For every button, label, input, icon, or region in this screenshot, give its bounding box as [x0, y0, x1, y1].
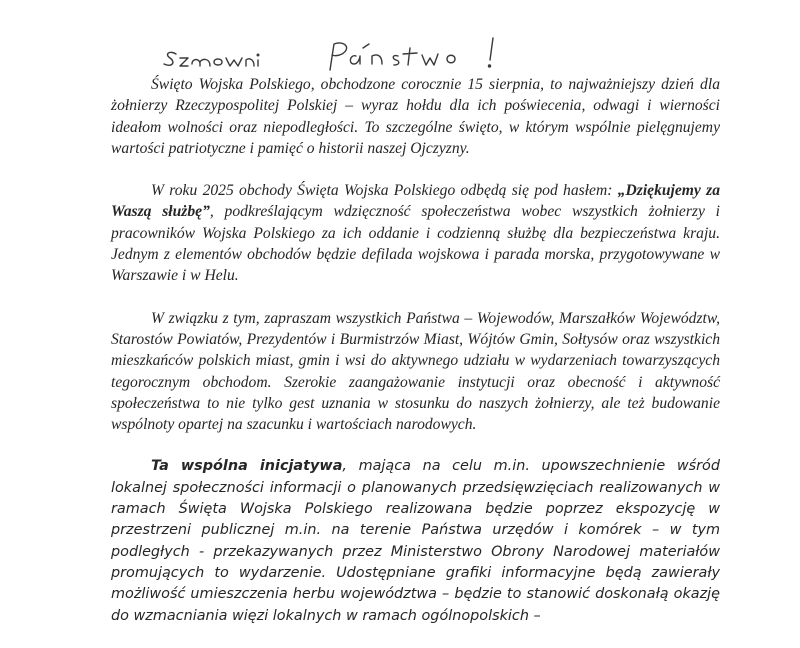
paragraph-2-lead: W roku 2025 obchody Święta Wojska Polskiego odbędą się pod hasłem: — [151, 182, 618, 200]
salutation-handwriting — [160, 34, 540, 74]
initiative-heading: Ta wspólna inicjatywa — [151, 458, 343, 475]
paragraph-1 — [111, 74, 720, 159]
paragraph-4 — [111, 456, 720, 626]
paragraph-2 — [111, 180, 720, 286]
paragraph-4-text: , mająca na celu m.in. upowszechnienie wśród lokalnej społeczności informacji o planowanych przedsięwzięciach realizowanych w ramach Święta Wojska Polskiego realizowana będzie poprzez ekspozycję w przestrzeni publicznej m.in. na terenie Państwa urzędów i komórek – w tym podległych - przekazywanych przez Ministerstwo Obrony Narodowej materiałów promujących to wydarzenie. Udostępniane grafiki informacyjne będą zawierały możliwość umieszczenia herbu województwa – będzie to stanowić doskonałą okazję do wzmacniania więzi lokalnych w ramach ogólnopolskich – — [111, 458, 720, 624]
campaign-slogan: „Dziękujemy za Waszą służbę” — [111, 182, 720, 221]
paragraph-3 — [111, 308, 720, 436]
letter-body — [111, 74, 720, 648]
paragraph-1-text: Święto Wojska Polskiego, obchodzone corocznie 15 sierpnia, to najważniejszy dzień dla żołnierzy Rzeczypospolitej Polskiej – wyraz hołdu dla ich poświecenia, odwagi i wierności ideałom wolności oraz niepodległości. To szczególne święto, w którym wspólnie pielęgnujemy wartości patriotyczne i pamięć o historii naszej Ojczyzny. — [111, 76, 720, 157]
paragraph-3-text: W związku z tym, zapraszam wszystkich Państwa – Wojewodów, Marszałków Województw, Starostów Powiatów, Prezydentów i Burmistrzów Miast, Wójtów Gmin, Sołtysów oraz wszystkich mieszkańców polskich miast, gmin i wsi do aktywnego udziału w wydarzeniach towarzyszących tegorocznym obchodom. Szerokie zaangażowanie instytucji oraz obecność i aktywność społeczeństwa to nie tylko gest uznania w stosunku do naszych żołnierzy, ale też budowanie wspólnoty opartej na szacunku i wartościach narodowych. — [111, 309, 720, 434]
handwritten-salutation — [160, 34, 540, 74]
paragraph-2-rest: , podkreślającym wdzięczność społeczeństwa wobec wszystkich żołnierzy i pracowników Wojska Polskiego za ich oddanie i codzienną służbę dla bezpieczeństwa kraju. Jednym z elementów obchodów będzie defilada wojskowa i parada morska, przygotowywane w Warszawie i w Helu. — [111, 203, 720, 285]
